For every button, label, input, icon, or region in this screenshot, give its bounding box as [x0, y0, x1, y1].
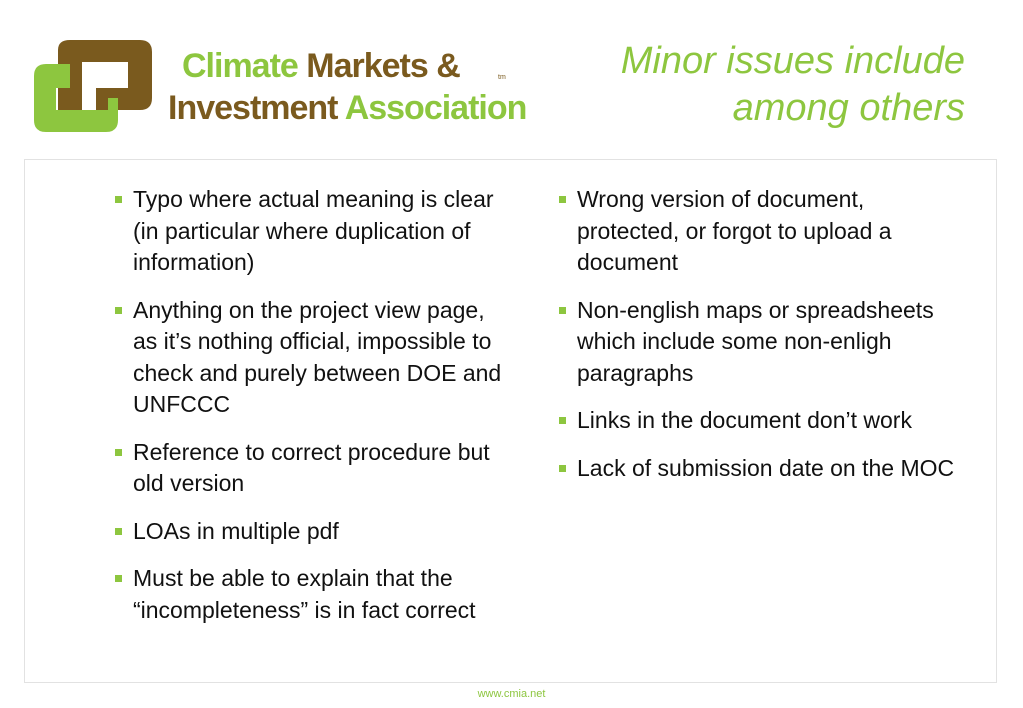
slide-title — [525, 38, 965, 132]
square-bullet-icon — [115, 528, 122, 535]
list-item — [115, 437, 505, 500]
list-item — [115, 184, 505, 279]
logo-ampersand: & — [436, 47, 460, 85]
footer-url[interactable]: www.cmia.net — [477, 688, 546, 700]
bullet-text: Wrong version of document, protected, or forgot to upload a document — [577, 186, 892, 275]
square-bullet-icon — [115, 575, 122, 582]
list-item — [559, 295, 969, 390]
list-item — [115, 516, 505, 548]
right-bullet-list — [559, 184, 969, 500]
list-item — [115, 563, 505, 626]
slide-title-line-1: Minor issues include — [620, 40, 965, 82]
bullet-text: Anything on the project view page, as it’s nothing official, impossible to check and purely between DOE and UNFCCC — [133, 296, 502, 417]
logo-word-investment: Investment — [168, 89, 345, 127]
left-bullet-list — [115, 184, 505, 642]
list-item — [559, 184, 969, 279]
content-box — [24, 159, 997, 683]
list-item — [559, 453, 969, 485]
logo-line-1 — [182, 46, 460, 86]
cmia-logo — [30, 36, 570, 136]
bullet-text: Typo where actual meaning is clear (in particular where duplication of information) — [133, 186, 494, 275]
bullet-text: LOAs in multiple pdf — [133, 517, 339, 544]
logo-word-markets: Markets — [306, 47, 437, 85]
logo-wordmark — [168, 46, 578, 136]
square-bullet-icon — [559, 307, 566, 314]
logo-word-association: Association — [344, 89, 527, 127]
logo-mark-icon — [30, 36, 160, 136]
logo-line-2 — [168, 88, 526, 128]
square-bullet-icon — [115, 449, 122, 456]
square-bullet-icon — [559, 465, 566, 472]
bullet-text: Reference to correct procedure but old version — [133, 438, 490, 496]
square-bullet-icon — [115, 196, 122, 203]
bullet-text: Must be able to explain that the “incompleteness” is in fact correct — [133, 565, 476, 623]
bullet-text: Lack of submission date on the MOC — [577, 454, 955, 481]
slide-title-line-2: among others — [732, 87, 965, 129]
square-bullet-icon — [559, 196, 566, 203]
list-item — [559, 405, 969, 437]
logo-word-climate: Climate — [182, 47, 307, 85]
bullet-text: Links in the document don’t work — [577, 407, 912, 433]
square-bullet-icon — [559, 417, 566, 424]
bullet-text: Non-english maps or spreadsheets which include some non-enligh paragraphs — [577, 296, 934, 386]
list-item — [115, 295, 505, 421]
logo-trademark: tm — [498, 74, 506, 81]
square-bullet-icon — [115, 307, 122, 314]
